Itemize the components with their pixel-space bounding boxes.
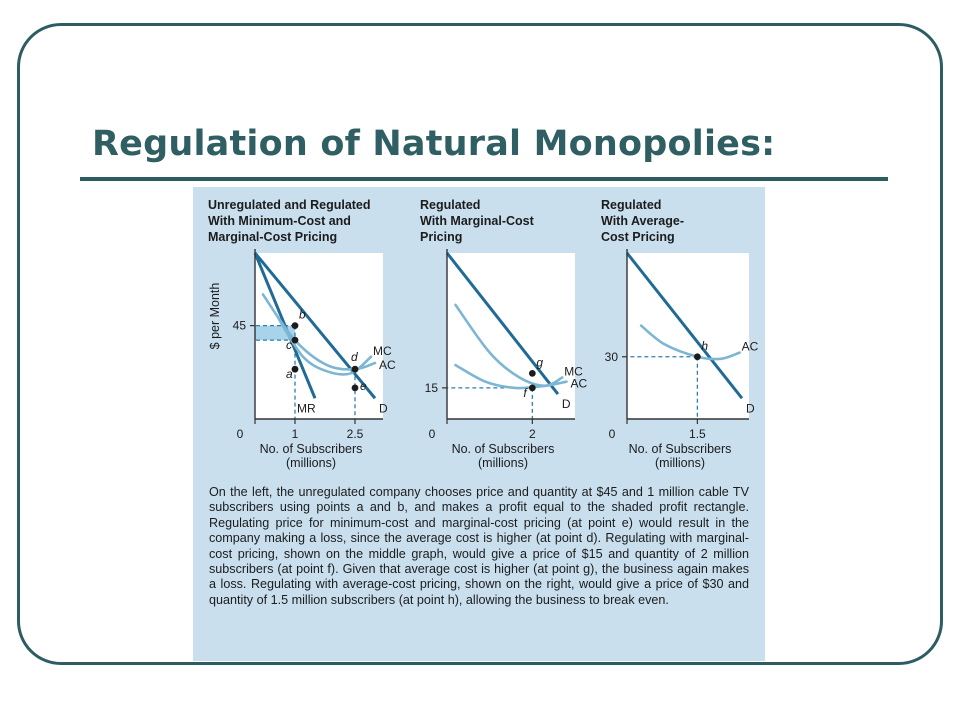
point-label-f: f	[523, 385, 527, 400]
chart-title-line: Pricing	[420, 230, 463, 244]
point-c	[292, 337, 299, 344]
point-label-e: e	[360, 378, 367, 393]
title-divider	[80, 177, 888, 181]
y-tick-label: 45	[232, 318, 246, 333]
point-label-g: g	[536, 355, 544, 370]
series-label-d: D	[561, 397, 571, 412]
x-axis-label: (millions)	[655, 456, 705, 470]
x-tick-label: 2	[528, 427, 536, 441]
y-axis-label: $ per Month	[208, 282, 222, 350]
series-label-ac: AC	[570, 376, 588, 391]
series-label-mc: MC	[373, 343, 392, 358]
chart-title-line: Marginal-Cost Pricing	[208, 230, 338, 244]
point-f	[529, 384, 536, 391]
x-axis-label: (millions)	[286, 456, 336, 470]
series-label-ac: AC	[741, 339, 759, 354]
y-tick-label: 30	[604, 349, 618, 364]
chart-title-line: With Minimum-Cost and	[208, 214, 351, 228]
chart-3	[601, 198, 759, 470]
figure-caption: On the left, the unregulated company chooses price and quantity at $45 and 1 million cable TV subscribers using points a and b, and makes a profit equal to the shaded profit rectangle. Regulating price for minimum-cost and marginal-cost pricing (at point e) would result in the company making a loss, since the average cost is higher (at point d). Regulating with marginal-cost pricing, shown on the middle graph, would give a price of $15 and quantity of 2 million subscribers (at point f). Given that average cost is higher (at point g), the business again makes a loss. Regulating with average-cost pricing, shown on the right, would give a price of $30 and quantity of 1.5 million subscribers (at point h), allowing the business to break even.	[209, 485, 749, 607]
point-label-d: d	[351, 350, 358, 365]
x-axis-label: No. of Subscribers	[259, 442, 363, 456]
chart-title-line: With Average-	[601, 214, 685, 228]
point-label-h: h	[701, 338, 709, 353]
series-label-mr: MR	[297, 401, 316, 416]
series-label-d: D	[379, 401, 388, 416]
point-b	[292, 322, 299, 329]
series-label-d: D	[745, 401, 755, 416]
point-label-b: b	[299, 307, 306, 322]
x-tick-label: 0	[608, 427, 616, 441]
x-axis-label: No. of Subscribers	[628, 442, 732, 456]
chart-title-line: Regulated	[601, 198, 662, 212]
figure-charts	[193, 187, 765, 477]
x-axis-label: (millions)	[478, 456, 528, 470]
slide-title: Regulation of Natural Monopolies:	[92, 124, 776, 164]
x-tick-label: 0	[236, 427, 244, 441]
chart-title-line: Regulated	[420, 198, 481, 212]
series-label-ac: AC	[379, 357, 396, 372]
y-tick-label: 15	[424, 380, 438, 395]
x-tick-label: 2.5	[346, 427, 364, 441]
x-tick-label: 0	[428, 427, 436, 441]
chart-2	[420, 198, 587, 470]
point-e	[352, 384, 359, 391]
chart-title-line: With Marginal-Cost	[420, 214, 534, 228]
point-label-a: a	[286, 367, 293, 382]
series-label-mc: MC	[564, 364, 583, 379]
point-d	[352, 366, 359, 373]
point-h	[694, 353, 701, 360]
x-tick-label: 1	[291, 427, 299, 441]
chart-1	[208, 198, 396, 470]
point-g	[529, 370, 536, 377]
x-axis-label: No. of Subscribers	[451, 442, 555, 456]
x-tick-label: 1.5	[689, 427, 706, 441]
chart-title-line: Cost Pricing	[601, 230, 675, 244]
chart-title-line: Unregulated and Regulated	[208, 198, 371, 212]
point-label-c: c	[286, 338, 292, 353]
